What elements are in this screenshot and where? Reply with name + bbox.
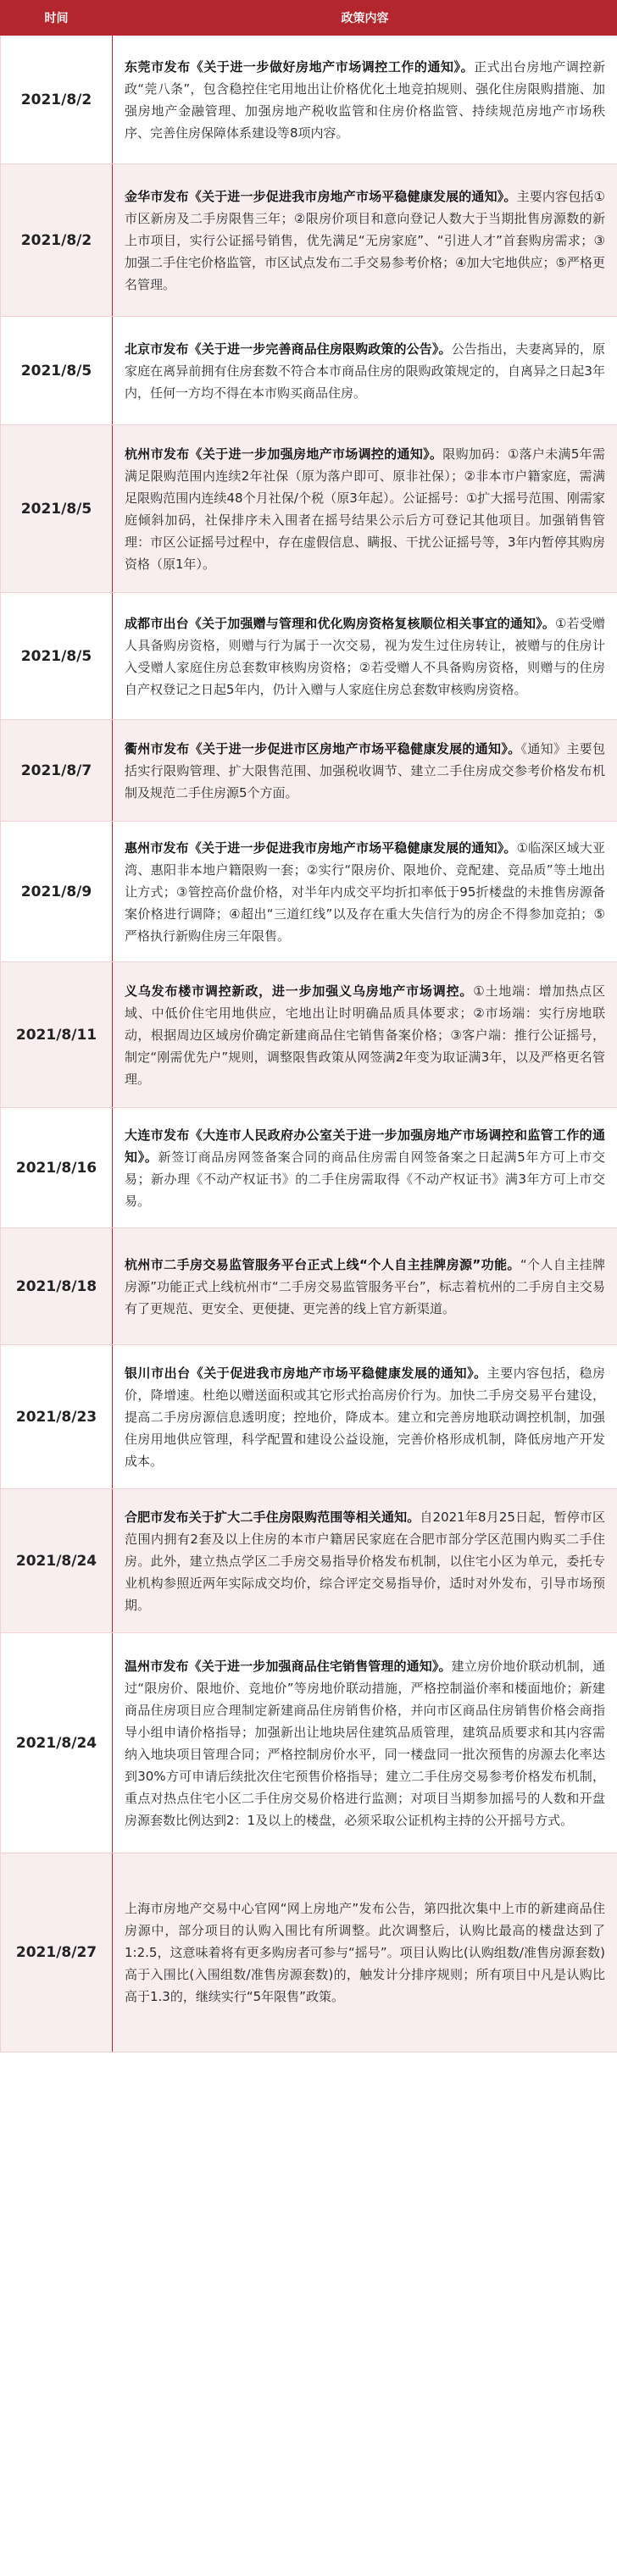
- policy-date: 2021/8/5: [1, 425, 113, 593]
- table-body: [1, 36, 617, 2052]
- policy-detail: 建立房价地价联动机制，通过“限房价、限地价、竞地价”等房地价联动措施，严格控制溢价率和楼面地价；新建商品住房项目应合理制定新建商品住房销售价格，并向市区商品住房销售价格会商指导小组申请价格指导；加强新出让地块居住建筑品质管理，建筑品质要求和其内容需纳入地块项目管理合同；严格控制房价水平，同一楼盘同一批次预售的房源去化率达到30%方可申请后续批次住宅预售价格指导；建立二手住房交易参考价格发布机制，重点对热点住宅小区二手住房交易价格进行监测；对项目当期参加摇号的人数和开盘房源套数比例达到2：1及以上的楼盘，必须采取公证机构主持的公开摇号方式。: [125, 1658, 605, 1828]
- policy-detail: 自2021年8月25日起，暂停市区范围内拥有2套及以上住房的本市户籍居民家庭在合肥市部分学区范围内购买二手住房。此外，建立热点学区二手房交易指导价格发布机制，以住宅小区为单元，委托专业机构参照近两年实际成交均价，综合评定交易指导价，适时对外发布，引导市场预期。: [125, 1509, 605, 1613]
- table-row: [1, 593, 617, 720]
- policy-headline: 北京市发布《关于进一步完善商品住房限购政策的公告》。: [125, 341, 452, 357]
- policy-content: [113, 425, 617, 593]
- policy-content: [113, 1228, 617, 1345]
- policy-headline: 杭州市发布《关于进一步加强房地产市场调控的通知》。: [125, 446, 443, 462]
- policy-detail: “个人自主挂牌房源”功能正式上线杭州市“二手房交易监管服务平台”，标志着杭州的二手房自主交易有了更规范、更安全、更便捷、更完善的线上官方新渠道。: [125, 1256, 605, 1316]
- policy-headline: 温州市发布《关于进一步加强商品住宅销售管理的通知》。: [125, 1658, 452, 1674]
- policy-detail: 主要内容包括，稳房价，降增速。杜绝以赠送面积或其它形式抬高房价行为。加快二手房交易平台建设，提高二手房房源信息透明度；控地价，降成本。建立和完善房地联动调控机制，加强住房用地供应管理，科学配置和建设公益设施，完善价格形成机制，降低房地产开发成本。: [125, 1365, 605, 1469]
- policy-headline: 银川市出台《关于促进我市房地产市场平稳健康发展的通知》。: [125, 1365, 487, 1381]
- policy-headline: 杭州市二手房交易监管服务平台正式上线“个人自主挂牌房源”功能。: [125, 1256, 520, 1272]
- table-row: [1, 425, 617, 593]
- policy-content: [113, 1108, 617, 1228]
- policy-headline: 成都市出台《关于加强赠与管理和优化购房资格复核顺位相关事宜的通知》。: [125, 615, 556, 631]
- policy-detail: 公告指出，夫妻离异的，原家庭在离异前拥有住房套数不符合本市商品住房的限购政策规定的，自离异之日起3年内，任何一方均不得在本市购买商品住房。: [125, 341, 605, 401]
- policy-date: 2021/8/2: [1, 164, 113, 317]
- policy-headline: 东莞市发布《关于进一步做好房地产市场调控工作的通知》。: [125, 58, 475, 75]
- table-row: [1, 1228, 617, 1345]
- policy-date: 2021/8/11: [1, 962, 113, 1108]
- content-column-header: 政策内容: [113, 1, 617, 36]
- policy-content: [113, 164, 617, 317]
- policy-content: [113, 593, 617, 720]
- table-header: [1, 1, 617, 36]
- policy-content: [113, 822, 617, 962]
- date-column-header: 时间: [1, 1, 113, 36]
- table-row: [1, 822, 617, 962]
- policy-date: 2021/8/18: [1, 1228, 113, 1345]
- policy-detail: 限购加码：①落户未满5年需满足限购范围内连续2年社保（原为落户即可、原非社保）；②非本市户籍家庭，需满足限购范围内连续48个月社保/个税（原3年起）。公证摇号：①扩大摇号范围、刚需家庭倾斜加码，社保排序未入围者在摇号结果公示后方可登记其他项目。加强销售管理：市区公证摇号过程中，存在虚假信息、瞒报、干扰公证摇号等，3年内暂停其购房资格（原1年）。: [125, 446, 605, 572]
- policy-date: 2021/8/5: [1, 317, 113, 425]
- table-row: [1, 1108, 617, 1228]
- policy-headline: 惠州市发布《关于进一步促进我市房地产市场平稳健康发展的通知》。: [125, 839, 517, 856]
- policy-content: [113, 1853, 617, 2052]
- policy-content: [113, 962, 617, 1108]
- policy-date: 2021/8/7: [1, 720, 113, 822]
- table-row: [1, 36, 617, 164]
- policy-detail: ①临深区域大亚湾、惠阳非本地户籍限购一套；②实行“限房价、限地价、竞配建、竞品质”等土地出让方式；③管控高价盘价格，对半年内成交平均折扣率低于95折楼盘的未推售房源备案价格进行调降；④超出“三道红线”以及存在重大失信行为的房企不得参加竞拍；⑤严格执行新购住房三年限售。: [125, 839, 605, 944]
- policy-date: 2021/8/5: [1, 593, 113, 720]
- policy-headline: 金华市发布《关于进一步促进我市房地产市场平稳健康发展的通知》。: [125, 188, 517, 204]
- table-row: [1, 720, 617, 822]
- policy-headline: 大连市发布《大连市人民政府办公室关于进一步加强房地产市场调控和监管工作的通知》。: [125, 1127, 605, 1165]
- policy-content: [113, 1345, 617, 1489]
- policy-detail: 正式出台房地产调控新政“莞八条”，包含稳控住宅用地出让价格优化土地竞拍规则、强化住房限购措施、加强房地产金融管理、加强房地产税收监管和住房价格监管、持续规范房地产市场秩序、完善住房保障体系建设等8项内容。: [125, 58, 605, 141]
- policy-date: 2021/8/24: [1, 1489, 113, 1633]
- policy-content: [113, 317, 617, 425]
- table-row: [1, 1633, 617, 1853]
- policy-content: [113, 36, 617, 164]
- table-row: [1, 1853, 617, 2052]
- policy-date: 2021/8/27: [1, 1853, 113, 2052]
- policy-date: 2021/8/23: [1, 1345, 113, 1489]
- policy-detail: ①土地端：增加热点区域、中低价住宅用地供应，宅地出让时明确品质具体要求；②市场端：实行房地联动，根据周边区域房价确定新建商品住宅销售备案价格；③客户端：推行公证摇号，制定“刚需优先户”规则，调整限售政策从网签满2年变为取证满3年，以及严格更名管理。: [125, 983, 605, 1087]
- table-row: [1, 317, 617, 425]
- policy-content: [113, 720, 617, 822]
- policy-detail: 上海市房地产交易中心官网“网上房地产”发布公告，第四批次集中上市的新建商品住房源中，部分项目的认购入围比有所调整。此次调整后，认购比最高的楼盘达到了1:2.5，这意味着将有更多购房者可参与“摇号”。项目认购比(认购组数/准售房源套数)高于入围比(入围组数/准售房源套数)的，触发计分排序规则；所有项目中凡是认购比高于1.3的，继续实行“5年限售”政策。: [125, 1901, 605, 2004]
- table-header-row: [1, 1, 617, 36]
- policy-date: 2021/8/24: [1, 1633, 113, 1853]
- policy-date: 2021/8/9: [1, 822, 113, 962]
- policy-date: 2021/8/2: [1, 36, 113, 164]
- table-row: [1, 164, 617, 317]
- policy-headline: 义乌发布楼市调控新政，进一步加强义乌房地产市场调控。: [125, 983, 474, 999]
- policy-detail: 新签订商品房网签备案合同的商品住房需自网签备案之日起满5年方可上市交易；新办理《不动产权证书》的二手住房需取得《不动产权证书》满3年方可上市交易。: [125, 1149, 605, 1209]
- table-row: [1, 1345, 617, 1489]
- table-row: [1, 962, 617, 1108]
- policy-detail: 《通知》主要包括实行限购管理、扩大限售范围、加强税收调节、建立二手住房成交参考价格发布机制及规范二手住房源5个方面。: [125, 740, 605, 800]
- policy-detail: 主要内容包括①市区新房及二手房限售三年；②限房价项目和意向登记人数大于当期批售房源数的新上市项目，实行公证摇号销售，优先满足“无房家庭”、“引进人才”首套购房需求；③加强二手住宅价格监管，市区试点发布二手交易参考价格；④加大宅地供应；⑤严格更名管理。: [125, 188, 605, 292]
- policy-date: 2021/8/16: [1, 1108, 113, 1228]
- policy-content: [113, 1633, 617, 1853]
- policy-detail: ①若受赠人具备购房资格，则赠与行为属于一次交易，视为发生过住房转让，被赠与的住房计入受赠人家庭住房总套数审核购房资格；②若受赠人不具备购房资格，则赠与的住房自产权登记之日起5年内，仍计入赠与人家庭住房总套数审核购房资格。: [125, 615, 605, 697]
- policy-headline: 合肥市发布关于扩大二手住房限购范围等相关通知。: [125, 1509, 420, 1525]
- table-row: [1, 1489, 617, 1633]
- policy-content: [113, 1489, 617, 1633]
- policy-headline: 衢州市发布《关于进一步促进市区房地产市场平稳健康发展的通知》。: [125, 740, 521, 756]
